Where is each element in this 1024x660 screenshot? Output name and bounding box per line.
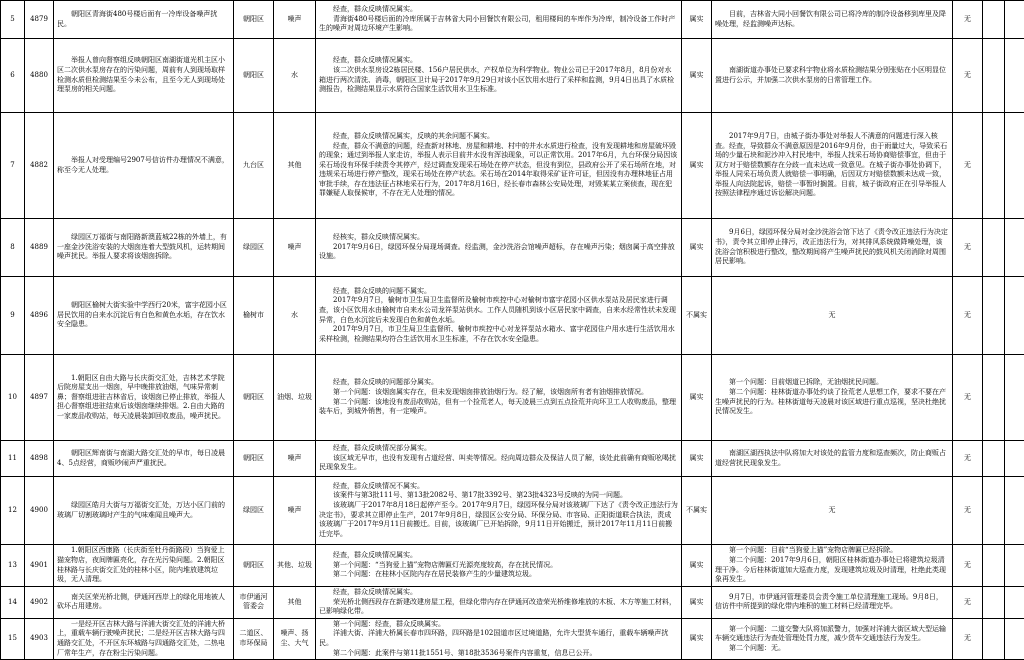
case-id: 4900 xyxy=(25,477,54,545)
rectification-text xyxy=(712,219,953,277)
district: 市伊通河管委会 xyxy=(234,587,274,619)
empty-cell xyxy=(1005,441,1024,477)
district: 九台区 xyxy=(234,113,274,219)
verification-text-paragraph: 第二个问题：在桂林小区院内存在居民装修产生的少量建筑垃圾。 xyxy=(319,570,678,580)
district: 朝阳区 xyxy=(234,545,274,587)
rectification-text-paragraph: 南湖街道办事处已要求科宇物业将水质检测结果分别张贴在小区明显位置进行公示，并加强二次供水泵房的日常管理工作。 xyxy=(715,66,949,85)
complaint-content: 南关区荣光桥北侧，伊通河西岸上的绿化用地被人砍坏占用建房。 xyxy=(54,587,234,619)
verification-text-paragraph: 经查，群众反映情况不属实。 xyxy=(319,482,678,492)
case-id: 4897 xyxy=(25,355,54,441)
empty-cell xyxy=(983,441,1005,477)
empty-cell xyxy=(1005,277,1024,355)
district: 朝阳区 xyxy=(234,441,274,477)
verification-text-paragraph: 该案件与第3批111号、第13批2082号、第17批3392号、第23批4323号反映的为同一问题。 xyxy=(319,491,678,501)
district: 朝阳区 xyxy=(234,355,274,441)
rectification-text xyxy=(712,1,953,39)
verification-text-paragraph: 经查，群众反映情况属实。 xyxy=(319,56,678,66)
table-row xyxy=(1,39,1024,113)
rectification-text xyxy=(712,587,953,619)
verification-result: 属实 xyxy=(682,441,712,477)
rectification-text xyxy=(712,39,953,113)
rectification-text-paragraph: 第一个问题：二道交警大队将加派警力，加强对洋浦大街区域大型运输车辆交通违法行为查处管理处罚力度，减少货车交通违法行为发生。 xyxy=(715,625,949,644)
empty-cell xyxy=(983,355,1005,441)
verification-text-paragraph: 青海街480号楼后面的冷库所属于吉林省大同小回餐饮有限公司，租用楼间的车库作为冷库，制冷设备工作时产生的噪声对周边环境产生影响。 xyxy=(319,15,678,34)
empty-cell xyxy=(983,113,1005,219)
complaint-content: 1.朝阳区自由大路与长庆街交汇处，吉林艺术学院后院房屋支出一烟囱，早中晚排放油烟，气味异常刺鼻；督察组进驻吉林省后，该烟囱已停止排放，举报人担心督察组进驻结束后该烟囱继续排烟。2.自由大路的一家废品收购站，每天凌晨装卸回收废品，噪声扰民。 xyxy=(54,355,234,441)
verification-result: 属实 xyxy=(682,587,712,619)
verification-text-paragraph: 洋浦大街、洋浦大桥属长春市四环路，四环路是102国道市区过境道路，允许大型货车通行，重载车辆噪声扰民。 xyxy=(319,629,678,648)
verification-text-paragraph: 经查，群众反映情况部分属实。 xyxy=(319,444,678,454)
accountability: 无 xyxy=(953,477,983,545)
rectification-text-paragraph: 第二个问题：2017年9月6日，朝阳区桂林街道办事处已将建筑垃圾清理干净。今后桂林街道加大巡查力度，发现建筑垃圾及时清理，杜绝此类现象再发生。 xyxy=(715,556,949,585)
case-id: 4880 xyxy=(25,39,54,113)
accountability: 无 xyxy=(953,39,983,113)
district: 二道区、市环保局 xyxy=(234,618,274,659)
verification-text xyxy=(316,477,682,545)
empty-cell xyxy=(1005,545,1024,587)
case-id: 4896 xyxy=(25,277,54,355)
case-id: 4902 xyxy=(25,587,54,619)
empty-cell xyxy=(983,39,1005,113)
verification-text-paragraph: 经查，群众反映情况属实，反映的其余问题不属实。 xyxy=(319,132,678,142)
table-row xyxy=(1,545,1024,587)
row-seq: 14 xyxy=(1,587,25,619)
table-row xyxy=(1,113,1024,219)
verification-text xyxy=(316,618,682,659)
row-seq: 8 xyxy=(1,219,25,277)
empty-cell xyxy=(1005,355,1024,441)
verification-result: 不属实 xyxy=(682,277,712,355)
verification-result: 属实 xyxy=(682,219,712,277)
accountability: 无 xyxy=(953,113,983,219)
case-id: 4879 xyxy=(25,1,54,39)
verification-text-paragraph: 第二个问题：此案件与第11批1551号、第18批3536号案件内容重复，信息已公开。 xyxy=(319,649,678,659)
empty-cell xyxy=(983,277,1005,355)
empty-cell xyxy=(1005,618,1024,659)
empty-cell xyxy=(1005,587,1024,619)
accountability: 无 xyxy=(953,618,983,659)
verification-text-paragraph: 该二次供水泵房设2栋居民楼、156户居民供水，产权单位为科学物业。物业公司已于2017年8月，8月份对水箱进行两次清洗、消毒，朝阳区卫计局于2017年9月29日对该小区饮用水进行了采样和监测，9月4日出具了水质检测报告，检测结果显示水质符合国家生活饮用水卫生标准。 xyxy=(319,66,678,95)
district: 朝阳区 xyxy=(234,1,274,39)
verification-text-paragraph: 经查，群众反映的问题部分属实。 xyxy=(319,378,678,388)
rectification-text-paragraph: 第一个问题：目前烟道已拆除，无油烟扰民问题。 xyxy=(715,378,949,388)
row-seq: 12 xyxy=(1,477,25,545)
pollution-type: 其他、垃圾 xyxy=(274,545,316,587)
verification-text xyxy=(316,587,682,619)
verification-text-paragraph: 经核实，群众反映情况属实。 xyxy=(319,233,678,243)
verification-text-paragraph: 2017年9月6日，绿园环保分局现场调查。经监测，金沙洗浴会馆噪声超标，存在噪声污染；烟囱属于高空排放设施。 xyxy=(319,243,678,262)
rectification-text-paragraph: 2017年9月7日，由城子街办事处对举报人不满意的问题进行深入核查。经查，导致群众不满意原因是2016年9月份，由于雨量过大，导致采石场的少量石块和泥沙冲入村民地中，举报人找采石场协商赔偿事宜，但由于双方对于赔偿数额存在分歧一直未达成一致意见。在城子街办事处协调下，举报人同采石场负责人就赔偿一事明确，后因双方对赔偿数额未达成一致，举报人向法院起诉，赔偿一事暂时搁置。目前，城子街政府正在引导举报人按照法律程序通过诉讼解决问题。 xyxy=(715,132,949,199)
verification-text-paragraph: 第二个问题：该地没有废品收购站，但有一个捡荒老人，每天凌晨三点到五点捡荒并向环卫工人收购废品，整理装车后，到城外销售，有一定噪声。 xyxy=(319,398,678,417)
verification-text xyxy=(316,39,682,113)
verification-text-paragraph: 经查，群众反映情况属实。 xyxy=(319,5,678,15)
empty-cell xyxy=(1005,477,1024,545)
empty-cell xyxy=(1005,219,1024,277)
table-row xyxy=(1,355,1024,441)
verification-text-paragraph: 第一个问题：经查，群众反映属实。 xyxy=(319,620,678,630)
complaint-content: 朝阳区榆树大街实验中学西行20米，富宇花园小区居民饮用的自来水沉淀后有白色和黄色水垢，存在饮水安全隐患。 xyxy=(54,277,234,355)
pollution-type: 其他 xyxy=(274,113,316,219)
rectification-text-paragraph: 第二个问题：无。 xyxy=(715,644,949,654)
verification-text-paragraph: 经查，群众不满意的问题，经查新对林地、房屋和耕地、村中的井水水质进行检查，没有发现耕地和房屋破坏毁的现象；通过到举报人家走访，举报人表示目前井水没有浑浊现象，可以正常饮用。2017年6月，九台环保分局因该采石场没有环保手续责令其停产，经过调查发现采石场处在停产状态，但没有到位，县政府公开了采石场所在地，对违规采石场进行停产整改，现采石场处在停产状态。采石场在2014年取得采矿证许可证，但因没有办理林地征占用审批手续，存在违法征占林地采石行为，2017年8月16日，经长春市森林公安局处理，对毁某某立案侦查，现在犯罪嫌疑人取保候审，不存在无人处理的情况。 xyxy=(319,142,678,200)
rectification-text-paragraph: 南湖区湖西执法中队将加大对该处的监管力度和巡查频次，防止商贩占道经营扰民现象发生。 xyxy=(715,449,949,468)
verification-result: 属实 xyxy=(682,618,712,659)
table-row xyxy=(1,219,1024,277)
accountability: 无 xyxy=(953,1,983,39)
rectification-text-paragraph: 第一个问题：目前“当狗爱上猫”宠物店牌匾已经拆除。 xyxy=(715,546,949,556)
verification-text xyxy=(316,441,682,477)
complaint-content: 朝阳区青海街480号楼后面有一冷库设备噪声扰民。 xyxy=(54,1,234,39)
verification-text-paragraph: 经查，群众反映情况属实。 xyxy=(319,588,678,598)
verification-result: 属实 xyxy=(682,113,712,219)
verification-result: 属实 xyxy=(682,39,712,113)
row-seq: 15 xyxy=(1,618,25,659)
empty-cell xyxy=(983,545,1005,587)
rectification-text xyxy=(712,545,953,587)
complaint-content: 举报人曾向督察组反映朝阳区南湖街道光机主区小区二次供水泵房存在的污染问题，周前有人到现场取样检测水质但检测结果至今未公布，且至今无人到现场处理泵房的相关问题。 xyxy=(54,39,234,113)
complaint-content: 一是经开区吉林大路与洋浦大街交汇处的洋浦大桥上，重载车辆行驶噪声扰民；二是经开区吉林大路与四通路交汇处，不开区东环城路与四通路交汇处，二热电厂常年生产，存在粉尘污染问题。 xyxy=(54,618,234,659)
pollution-type: 噪声 xyxy=(274,219,316,277)
case-id: 4901 xyxy=(25,545,54,587)
pollution-type: 噪声 xyxy=(274,441,316,477)
row-seq: 9 xyxy=(1,277,25,355)
case-id: 4889 xyxy=(25,219,54,277)
pollution-type: 油烟、垃圾 xyxy=(274,355,316,441)
table-row xyxy=(1,277,1024,355)
pollution-type: 水 xyxy=(274,39,316,113)
verification-text xyxy=(316,545,682,587)
district: 绿园区 xyxy=(234,219,274,277)
verification-text-paragraph: 该玻璃厂于2017年8月18日起停产至今。2017年9月7日，绿园环保分局对该玻璃厂下达了《责令改正违法行为决定书》，要求其立即停止生产，2017年9月8日，绿园区公安分局、环保分局、市容局、正阳街道联合执法，责成该玻璃厂于2017年9月11日前搬迁。目前，该玻璃厂已开始拆除，9月11日开始搬迁，预计2017年11月11日前搬迁完毕。 xyxy=(319,501,678,539)
rectification-text-paragraph: 第二个问题：桂林街道办事处约谈了捡荒老人思想工作，要求不要在产生噪声扰民的行为。桂林街道每天凌晨对该区域进行重点巡视，坚决杜绝扰民情况发生。 xyxy=(715,388,949,417)
district: 榆树市 xyxy=(234,277,274,355)
verification-text-paragraph: 该区域无早市，也没有发现有占道经营、叫卖等情况。经向周边群众及保洁人员了解，该处此前确有商贩吆喝扰民现象发生。 xyxy=(319,454,678,473)
pollution-type: 噪声 xyxy=(274,477,316,545)
empty-cell xyxy=(983,219,1005,277)
case-id: 4903 xyxy=(25,618,54,659)
pollution-type: 水 xyxy=(274,277,316,355)
case-id: 4882 xyxy=(25,113,54,219)
complaint-content: 绿园区皓月大街与万福街交汇处，万达小区门前的玻璃厂切割玻璃时产生的气味难闻且噪声大。 xyxy=(54,477,234,545)
rectification-text xyxy=(712,113,953,219)
empty-cell xyxy=(1005,113,1024,219)
district: 绿园区 xyxy=(234,477,274,545)
case-id: 4898 xyxy=(25,441,54,477)
empty-cell xyxy=(1005,1,1024,39)
verification-text xyxy=(316,355,682,441)
complaint-content: 举报人对受理编号2907号信访件办理情况不满意，称至今无人处理。 xyxy=(54,113,234,219)
accountability: 无 xyxy=(953,587,983,619)
pollution-type: 噪声 xyxy=(274,1,316,39)
accountability: 无 xyxy=(953,355,983,441)
rectification-text xyxy=(712,355,953,441)
accountability: 无 xyxy=(953,277,983,355)
verification-result: 属实 xyxy=(682,1,712,39)
empty-cell xyxy=(983,587,1005,619)
verification-text-paragraph: 荣光桥北侧西段存在新建改建房屋工程，但绿化带内存在伊通河改造荣光桥维修堆放的木板、木方等施工材料，已影响绿化带。 xyxy=(319,598,678,617)
table-row xyxy=(1,441,1024,477)
row-seq: 13 xyxy=(1,545,25,587)
row-seq: 5 xyxy=(1,1,25,39)
verification-text xyxy=(316,219,682,277)
verification-text xyxy=(316,1,682,39)
verification-text xyxy=(316,113,682,219)
pollution-type: 其他 xyxy=(274,587,316,619)
accountability: 无 xyxy=(953,441,983,477)
verification-result: 属实 xyxy=(682,545,712,587)
rectification-text xyxy=(712,441,953,477)
table-row xyxy=(1,477,1024,545)
complaint-content: 1.朝阳区西康路（长庆街至牡丹街路段）当狗爱上猫宠物店，夜间牌匾亮化，存在光污染问题。2.朝阳区桂林路与长庆街交汇处的桂林小区，院内堆放建筑垃圾，无人清理。 xyxy=(54,545,234,587)
rectification-text-paragraph: 9月7日，市伊通河管理委员会责令施工单位清理施工现场。9月8日，信访件中所提到的绿化带内堆积的施工材料已经清理完毕。 xyxy=(715,593,949,612)
district: 朝阳区 xyxy=(234,39,274,113)
accountability: 无 xyxy=(953,219,983,277)
empty-cell xyxy=(983,618,1005,659)
empty-cell xyxy=(983,1,1005,39)
verification-text-paragraph: 2017年9月7日，榆树市卫生局卫生监督所及榆树市疾控中心对榆树市富宇花园小区供水泵站及居民家进行调查，该小区饮用水由榆树市自来水公司龙祥泵站供水。工作人员随机到该小区居民家中调查，自来水经常性状未发现异常，白色水沉淀后未发现白色和黄色水垢。 xyxy=(319,296,678,325)
row-seq: 7 xyxy=(1,113,25,219)
verification-text-paragraph: 2017年9月7日，市卫生局卫生监督所、榆树市疾控中心对龙祥泵站水箱水、富宇花园住户用水进行生活饮用水采样检测，检测结果均符合生活饮用水卫生标准，不存在饮水安全隐患。 xyxy=(319,325,678,344)
verification-text-paragraph: 经查，群众反映的问题不属实。 xyxy=(319,287,678,297)
rectification-text xyxy=(712,618,953,659)
rectification-text: 无 xyxy=(712,477,953,545)
table-row xyxy=(1,587,1024,619)
empty-cell xyxy=(1005,39,1024,113)
pollution-type: 噪声、扬尘、大气 xyxy=(274,618,316,659)
verification-text-paragraph: 第一个问题：该烟囱属实存在，但未发现烟囱排放油烟行为。经了解，该烟囱所有者有油烟排放情况。 xyxy=(319,388,678,398)
empty-cell xyxy=(983,477,1005,545)
table-row xyxy=(1,1,1024,39)
verification-text xyxy=(316,277,682,355)
complaint-content: 绿园区万福街与南阳路新澳蓝城22栋的外墙上，有一座金沙洗浴安装的大烟囱连着大型鼓风机，运转期间噪声扰民。举报人要求将该烟囱拆除。 xyxy=(54,219,234,277)
verification-text-paragraph: 第一个问题：“当狗爱上猫”宠物店牌匾灯光源亮度较高，存在扰民情况。 xyxy=(319,561,678,571)
rectification-text: 无 xyxy=(712,277,953,355)
rectification-text-paragraph: 9月6日，绿园环保分局对金沙洗浴会馆下达了《责令改正违法行为决定书》，责令其立即停止排污，改正违法行为，对其排风系统做降噪处理，该洗浴会馆积极进行整改，整改期间将产生噪声扰民的鼓风机关闭消除对周围居民影响。 xyxy=(715,228,949,266)
row-seq: 10 xyxy=(1,355,25,441)
verification-result: 不属实 xyxy=(682,477,712,545)
row-seq: 6 xyxy=(1,39,25,113)
accountability: 无 xyxy=(953,545,983,587)
verification-result: 属实 xyxy=(682,355,712,441)
table-row xyxy=(1,618,1024,659)
verification-text-paragraph: 经查，群众反映情况属实。 xyxy=(319,551,678,561)
rectification-text-paragraph: 目前，吉林省大同小回餐饮有限公司已将冷库的制冷设备移到库里及降噪处理，经监测噪声达标。 xyxy=(715,10,949,29)
complaint-content: 朝阳区辉南街与南湖大路交汇处的早市，每日凌晨4、5点经营，商贩吵闹声严重扰民。 xyxy=(54,441,234,477)
row-seq: 11 xyxy=(1,441,25,477)
